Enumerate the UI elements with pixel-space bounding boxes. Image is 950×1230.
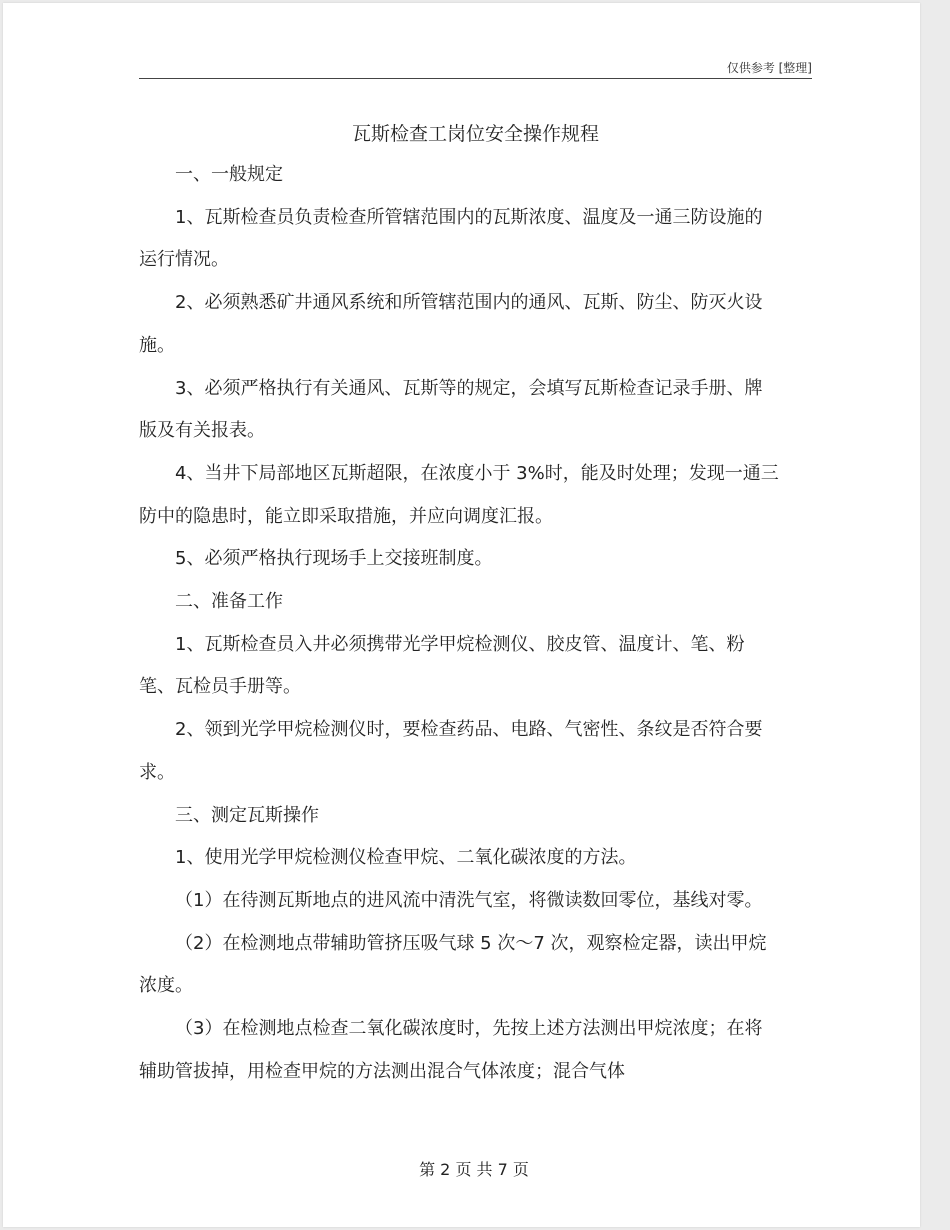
section-heading: 一、一般规定	[175, 164, 283, 185]
document-body	[139, 154, 779, 1093]
section-heading: 三、测定瓦斯操作	[175, 804, 319, 826]
section-heading: 二、准备工作	[175, 591, 283, 613]
paragraph: （1）在待测瓦斯地点的进风流中清洗气室，将微读数回零位，基线对零。	[175, 889, 763, 911]
paragraph: （3）在检测地点检查二氧化碳浓度时，先按上述方法测出甲烷浓度；在将辅助管拔掉，用检查甲烷的方法测出混合气体浓度；混合气体	[139, 1018, 763, 1082]
paragraph: 1、瓦斯检查员入井必须携带光学甲烷检测仪、胶皮管、温度计、笔、粉笔、瓦检员手册等。	[139, 633, 745, 698]
header-divider	[139, 78, 812, 79]
page-number: 第 2 页 共 7 页	[419, 1160, 529, 1179]
header-note: 仅供参考 [整理]	[726, 61, 812, 75]
paragraph: 1、使用光学甲烷检测仪检查甲烷、二氧化碳浓度的方法。	[175, 847, 637, 869]
document-title: 瓦斯检查工岗位安全操作规程	[351, 123, 599, 145]
paragraph: 3、必须严格执行有关通风、瓦斯等的规定，会填写瓦斯检查记录手册、牌版及有关报表。	[139, 377, 763, 442]
paragraph: 5、必须严格执行现场手上交接班制度。	[175, 548, 493, 570]
paragraph: 2、必须熟悉矿井通风系统和所管辖范围内的通风、瓦斯、防尘、防灭火设施。	[139, 292, 763, 356]
document-page	[3, 3, 920, 1227]
paragraph: 1、瓦斯检查员负责检查所管辖范围内的瓦斯浓度、温度及一通三防设施的运行情况。	[139, 206, 763, 271]
paragraph: 2、领到光学甲烷检测仪时，要检查药品、电路、气密性、条纹是否符合要求。	[139, 719, 763, 783]
paragraph: 4、当井下局部地区瓦斯超限，在浓度小于 3%时，能及时处理；发现一通三防中的隐患时，能立即采取措施，并应向调度汇报。	[139, 462, 779, 527]
paragraph: （2）在检测地点带辅助管挤压吸气球 5 次～7 次，观察检定器，读出甲烷浓度。	[139, 932, 767, 997]
